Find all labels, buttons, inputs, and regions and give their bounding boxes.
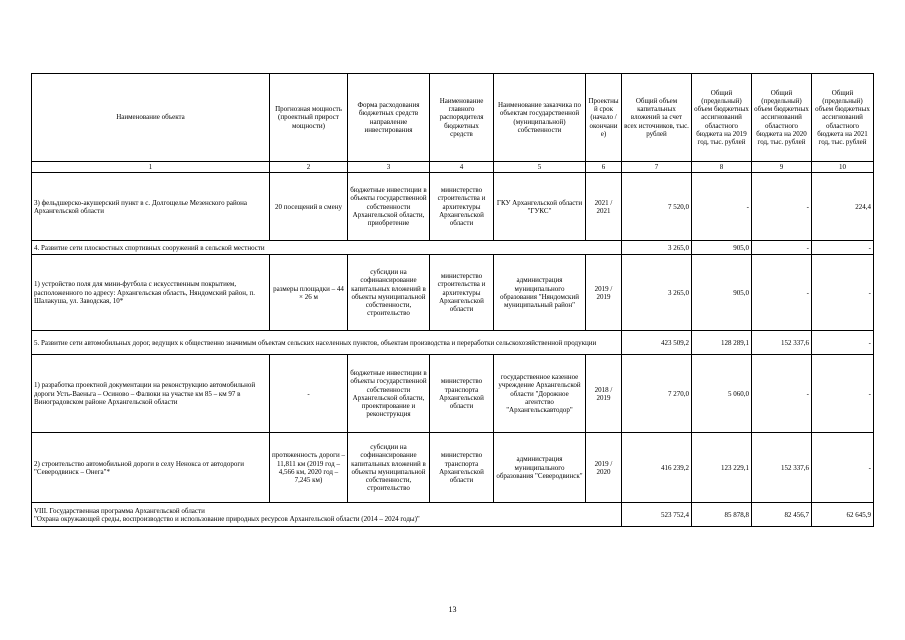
total-amount: 416 239,2 xyxy=(622,433,692,503)
table-row-road-design xyxy=(32,355,874,433)
total-amount: 423 509,2 xyxy=(622,331,692,355)
amount-2020: - xyxy=(752,355,812,433)
column-number: 4 xyxy=(430,162,494,173)
object-name: 3) фельдшерско-акушерский пункт в с. Долгощелье Мезенского района Архангельской области xyxy=(32,173,270,241)
customer: администрация муниципального образования "Северодвинск" xyxy=(494,433,586,503)
amount-2021: 224,4 xyxy=(812,173,874,241)
section-title: 4. Развитие сети плоскостных спортивных сооружений в сельской местности xyxy=(32,241,622,255)
customer: ГКУ Архангельской области "ГУКС" xyxy=(494,173,586,241)
amount-2020: 82 456,7 xyxy=(752,503,812,527)
column-number: 5 xyxy=(494,162,586,173)
investment-table xyxy=(31,73,874,527)
amount-2019: - xyxy=(692,173,752,241)
amount-2020: 152 337,6 xyxy=(752,331,812,355)
amount-2021: - xyxy=(812,355,874,433)
header-object-name: Наименование объекта xyxy=(32,74,270,162)
section-row-5 xyxy=(32,331,874,355)
program-title-line1: VIII. Государственная программа Архангельской области xyxy=(34,506,205,515)
header-row xyxy=(32,74,874,162)
section-row-4 xyxy=(32,241,874,255)
period: 2018 / 2019 xyxy=(586,355,622,433)
amount-2019: 85 878,8 xyxy=(692,503,752,527)
amount-2020: - xyxy=(752,173,812,241)
funding-form: субсидии на софинансирование капитальных вложений в объекты муниципальной собственности, строительство xyxy=(348,433,430,503)
capacity: размеры площадки – 44 × 26 м xyxy=(270,255,348,331)
budget-manager: министерство строительства и архитектуры Архангельской области xyxy=(430,173,494,241)
funding-form: субсидии на софинансирование капитальных вложений в объекты муниципальной собственности, строительство xyxy=(348,255,430,331)
amount-2020: - xyxy=(752,241,812,255)
column-number: 9 xyxy=(752,162,812,173)
amount-2019: 5 060,0 xyxy=(692,355,752,433)
section-title: 5. Развитие сети автомобильных дорог, ведущих к общественно значимым объектам сельских населенных пунктов, объектам производства и переработки сельскохозяйственной продукции xyxy=(32,331,622,355)
amount-2021: 62 645,9 xyxy=(812,503,874,527)
amount-2021: - xyxy=(812,331,874,355)
header-total: Общий объем капитальных вложений за счет всех источников, тыс. рублей xyxy=(622,74,692,162)
column-number: 3 xyxy=(348,162,430,173)
customer: администрация муниципального образования "Няндомский муниципальный район" xyxy=(494,255,586,331)
funding-form: бюджетные инвестиции в объекты государственной собственности Архангельской области, проектирование и реконструкция xyxy=(348,355,430,433)
column-number: 8 xyxy=(692,162,752,173)
object-name: 2) строительство автомобильной дороги в селу Ненокса от автодороги "Северодвинск – Онега"* xyxy=(32,433,270,503)
page-number: 13 xyxy=(448,605,457,614)
budget-manager: министерство строительства и архитектуры Архангельской области xyxy=(430,255,494,331)
capacity: 20 посещений в смену xyxy=(270,173,348,241)
column-number: 10 xyxy=(812,162,874,173)
amount-2019: 905,0 xyxy=(692,255,752,331)
column-number: 6 xyxy=(586,162,622,173)
amount-2019: 128 289,1 xyxy=(692,331,752,355)
budget-manager: министерство транспорта Архангельской области xyxy=(430,433,494,503)
total-amount: 3 265,0 xyxy=(622,241,692,255)
column-number-row xyxy=(32,162,874,173)
capacity: протяженность дороги – 11,811 км (2019 год – 4,566 км, 2020 год – 7,245 км) xyxy=(270,433,348,503)
total-amount: 3 265,0 xyxy=(622,255,692,331)
program-title xyxy=(32,503,622,527)
customer: государственное казенное учреждение Архангельской области "Дорожное агентство "Архангельскавтодор" xyxy=(494,355,586,433)
period: 2019 / 2020 xyxy=(586,433,622,503)
amount-2019: 905,0 xyxy=(692,241,752,255)
total-amount: 523 752,4 xyxy=(622,503,692,527)
amount-2021: - xyxy=(812,241,874,255)
header-customer: Наименование заказчика по объектам государственной (муниципальной) собственности xyxy=(494,74,586,162)
amount-2021: - xyxy=(812,433,874,503)
program-title-line2: "Охрана окружающей среды, воспроизводство и использование природных ресурсов Архангельской области (2014 – 2024 годы)" xyxy=(34,514,420,523)
total-amount: 7 270,0 xyxy=(622,355,692,433)
funding-form: бюджетные инвестиции в объекты государственной собственности Архангельской области, приобретение xyxy=(348,173,430,241)
header-manager: Наименование главного распорядителя бюджетных средств xyxy=(430,74,494,162)
header-2021: Общий (предельный) объем бюджетных ассигнований областного бюджета на 2021 год, тыс. рублей xyxy=(812,74,874,162)
column-number: 2 xyxy=(270,162,348,173)
amount-2021: - xyxy=(812,255,874,331)
header-form: Форма расходования бюджетных средств направление инвестирования xyxy=(348,74,430,162)
capacity: - xyxy=(270,355,348,433)
amount-2020: - xyxy=(752,255,812,331)
period: 2019 / 2019 xyxy=(586,255,622,331)
header-2019: Общий (предельный) объем бюджетных ассигнований областного бюджета на 2019 год, тыс. рублей xyxy=(692,74,752,162)
header-period: Проектный срок (начало / окончание) xyxy=(586,74,622,162)
column-number: 7 xyxy=(622,162,692,173)
column-number: 1 xyxy=(32,162,270,173)
section-row-8 xyxy=(32,503,874,527)
header-capacity: Прогнозная мощность (проектный прирост мощности) xyxy=(270,74,348,162)
amount-2019: 123 229,1 xyxy=(692,433,752,503)
table-row-feldsher xyxy=(32,173,874,241)
total-amount: 7 520,0 xyxy=(622,173,692,241)
period: 2021 / 2021 xyxy=(586,173,622,241)
header-2020: Общий (предельный) объем бюджетных ассигнований областного бюджета на 2020 год, тыс. рублей xyxy=(752,74,812,162)
object-name: 1) разработка проектной документации на реконструкцию автомобильной дороги Усть-Ваеньга – Осиново – Фалюки на участке км 85 – км 97 в Виноградовском районе Архангельской области xyxy=(32,355,270,433)
budget-manager: министерство транспорта Архангельской области xyxy=(430,355,494,433)
object-name: 1) устройство поля для мини-футбола с искусственным покрытием, расположенного по адресу: Архангельская область, Няндомский район, п. Шалакуша, ул. Заводская, 10* xyxy=(32,255,270,331)
amount-2020: 152 337,6 xyxy=(752,433,812,503)
table-row-football xyxy=(32,255,874,331)
table-row-road-construction xyxy=(32,433,874,503)
